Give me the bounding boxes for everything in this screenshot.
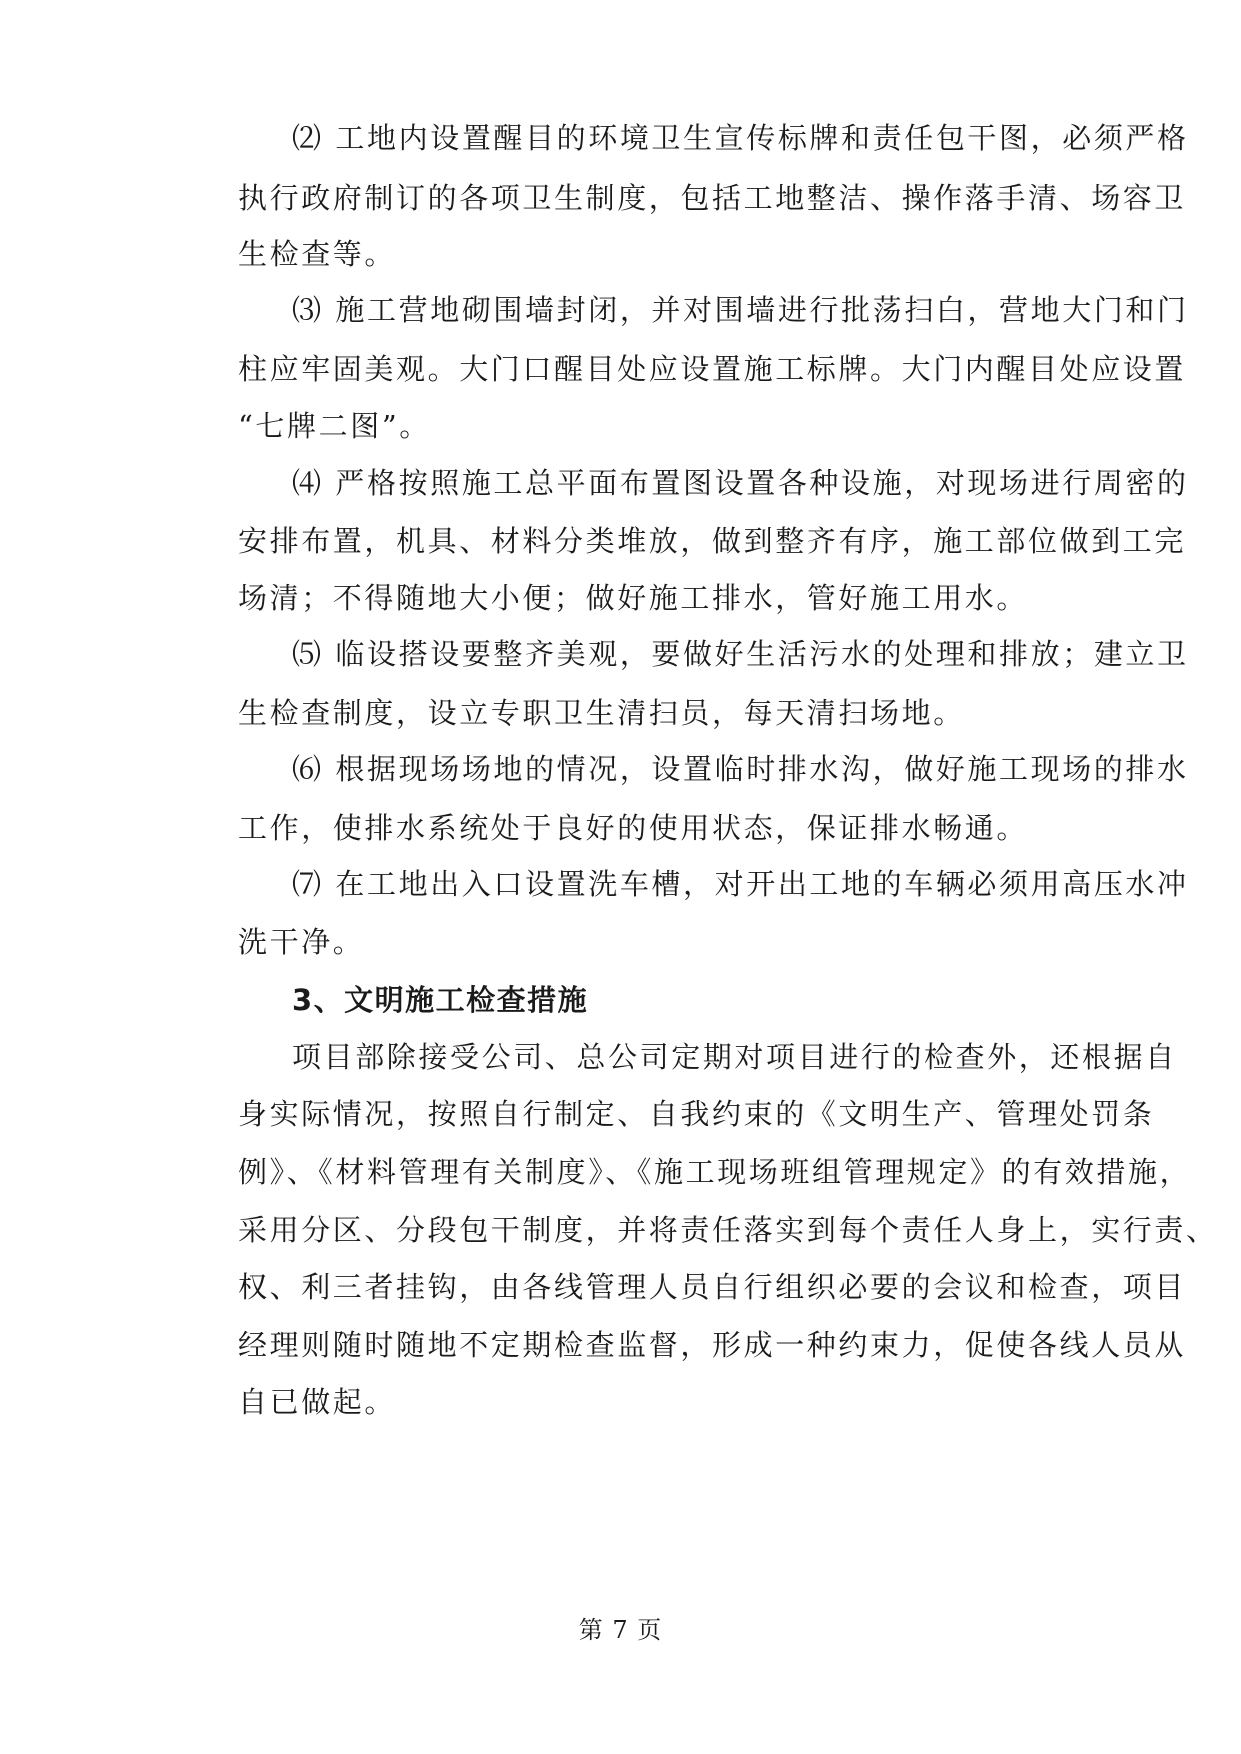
body-line-3: 例》、《材料管理有关制度》、《施工现场班组管理规定》的有效措施， (238, 1155, 1192, 1189)
paragraph-2-line-1: ⑵ 工地内设置醒目的环境卫生宣传标牌和责任包干图，必须严格 (292, 121, 1189, 155)
paragraph-7-line-2: 洗干净。 (238, 925, 365, 959)
paragraph-4-line-3: 场清；不得随地大小便；做好施工排水，管好施工用水。 (238, 581, 1029, 615)
page-number: 第 7 页 (578, 1616, 663, 1644)
paragraph-4-line-1: ⑷ 严格按照施工总平面布置图设置各种设施，对现场进行周密的 (292, 466, 1189, 500)
paragraph-3-line-1: ⑶ 施工营地砌围墙封闭，并对围墙进行批荡扫白，营地大门和门 (292, 293, 1189, 327)
paragraph-2-line-2: 执行政府制订的各项卫生制度，包括工地整洁、操作落手清、场容卫 (238, 181, 1187, 215)
section-heading: 3、文明施工检查措施 (292, 983, 589, 1017)
paragraph-3-line-3: “七牌二图”。 (238, 409, 431, 443)
body-line-6: 经理则随时随地不定期检查监督，形成一种约束力，促使各线人员从 (238, 1328, 1187, 1362)
body-line-2: 身实际情况，按照自行制定、自我约束的《文明生产、管理处罚条 (238, 1097, 1155, 1131)
paragraph-2-line-3: 生检查等。 (238, 237, 397, 271)
paragraph-4-line-2: 安排布置，机具、材料分类堆放，做到整齐有序，施工部位做到工完 (238, 524, 1187, 558)
body-line-4: 采用分区、分段包干制度，并将责任落实到每个责任人身上，实行责、 (238, 1213, 1218, 1247)
paragraph-5-line-1: ⑸ 临设搭设要整齐美观，要做好生活污水的处理和排放；建立卫 (292, 637, 1189, 671)
paragraph-6-line-2: 工作，使排水系统处于良好的使用状态，保证排水畅通。 (238, 811, 1029, 845)
paragraph-3-line-2: 柱应牢固美观。大门口醒目处应设置施工标牌。大门内醒目处应设置 (238, 352, 1187, 386)
paragraph-6-line-1: ⑹ 根据现场场地的情况，设置临时排水沟，做好施工现场的排水 (292, 752, 1189, 786)
body-line-1: 项目部除接受公司、总公司定期对项目进行的检查外，还根据自 (292, 1040, 1177, 1074)
paragraph-7-line-1: ⑺ 在工地出入口设置洗车槽，对开出工地的车辆必须用高压水冲 (292, 867, 1189, 901)
body-line-7: 自已做起。 (238, 1385, 397, 1419)
body-line-5: 权、利三者挂钩，由各线管理人员自行组织必要的会议和检查，项目 (238, 1270, 1187, 1304)
paragraph-5-line-2: 生检查制度，设立专职卫生清扫员，每天清扫场地。 (238, 696, 965, 730)
